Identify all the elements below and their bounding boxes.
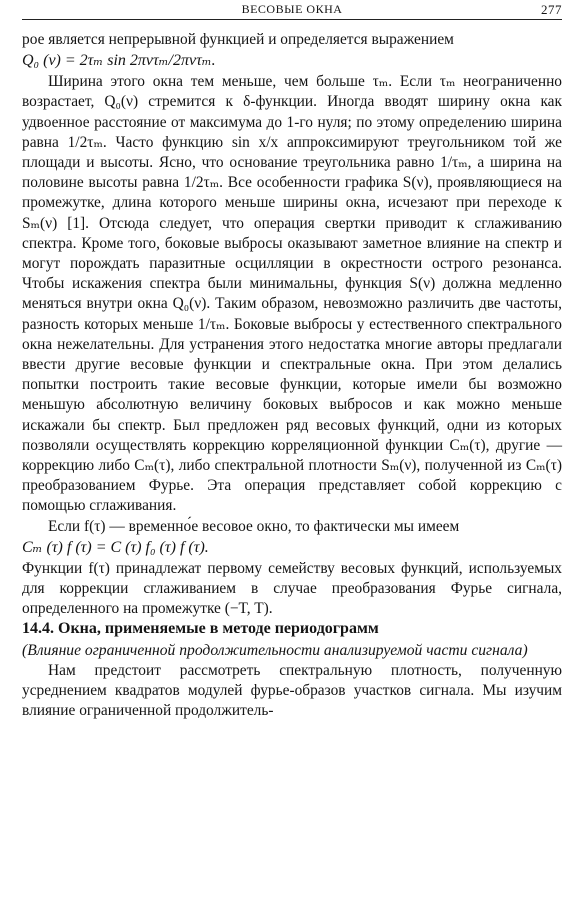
page-body xyxy=(22,30,562,721)
running-header xyxy=(22,2,562,19)
running-title: ВЕСОВЫЕ ОКНА xyxy=(241,2,343,16)
page-number: 277 xyxy=(541,2,562,17)
paragraph-periodogram: Нам предстоит рассмотреть спектральную плотность, полученную усреднением квадратов модулей фурье-образов участков сигнала. Мы изучим влияние ограниченной продолжитель- xyxy=(22,661,562,720)
paragraph-window-width: Ширина этого окна тем меньше, чем больше τₘ. Если τₘ неограниченно возрастает, Q₀(ν) стремится к δ-функции. Иногда вводят ширину окна как удвоенное расстояние от максимума до 1-го нуля; по этому определению ширина равна 1/2τₘ. Часто функцию sin x/x аппроксимируют треугольником той же площади и высоты. Ясно, что основание треугольника равно 1/τₘ, а ширина на половине высоты равна 1/2τₘ. Все особенности графика S(ν), проявляющиеся на промежутке, длина которого меньше ширины окна, исчезают при переходе к Sₘ(ν) [1]. Отсюда следует, что операция свертки приводит к сглаживанию спектра. Кроме того, боковые выбросы оказывают заметное влияние на спектр и могут порождать паразитные осцилляции в окрестности острого резонанса. Чтобы искажения спектра были минимальны, функция S(ν) должна медленно меняться внутри окна Q₀(ν). Таким образом, невозможно различить две частоты, разность которых меньше 1/τₘ. Боковые выбросы у естественного спектрального окна нежелательны. Для устранения этого недостатка многие авторы предлагали ввести другие весовые функции и спектральные окна. При этом делались попытки построить такие весовые функции, которые имели бы возможно меньшую абсолютную величину боковых выбросов и как можно меньше искажали бы спектр. Был предложен ряд весовых функций, одни из которых позволяли осуществлять коррекцию корреляционной функции Cₘ(τ), другие — коррекцию либо Cₘ(τ), либо спектральной плотности Sₘ(ν), полученной из Cₘ(τ) преобразованием Фурье. Эта операция представляет собой коррекцию с помощью сглаживания. xyxy=(22,73,562,515)
paragraph-weight-functions: Функции f(τ) принадлежат первому семейству весовых функций, используемых для коррекции сглаживанием в случае преобразования Фурье сигнала, определенного на промежутке (−T, T). xyxy=(22,559,562,618)
header-rule xyxy=(22,19,562,20)
paragraph-time-window: Если f(τ) — временно́е весовое окно, то фактически мы имеем xyxy=(48,517,460,535)
equation-cm: Cₘ (τ) f (τ) = C (τ) f₀ (τ) f (τ). xyxy=(22,538,209,556)
equation-q0: Q₀ (ν) = 2τₘ sin 2πντₘ/2πντₘ. xyxy=(22,52,216,70)
section-subheading: (Влияние ограниченной продолжительности анализируемой части сигнала) xyxy=(22,641,528,659)
paragraph-continuation: рое является непрерывной функцией и определяется выражением xyxy=(22,31,454,48)
section-heading: 14.4. Окна, применяемые в методе периодограмм xyxy=(22,620,379,638)
